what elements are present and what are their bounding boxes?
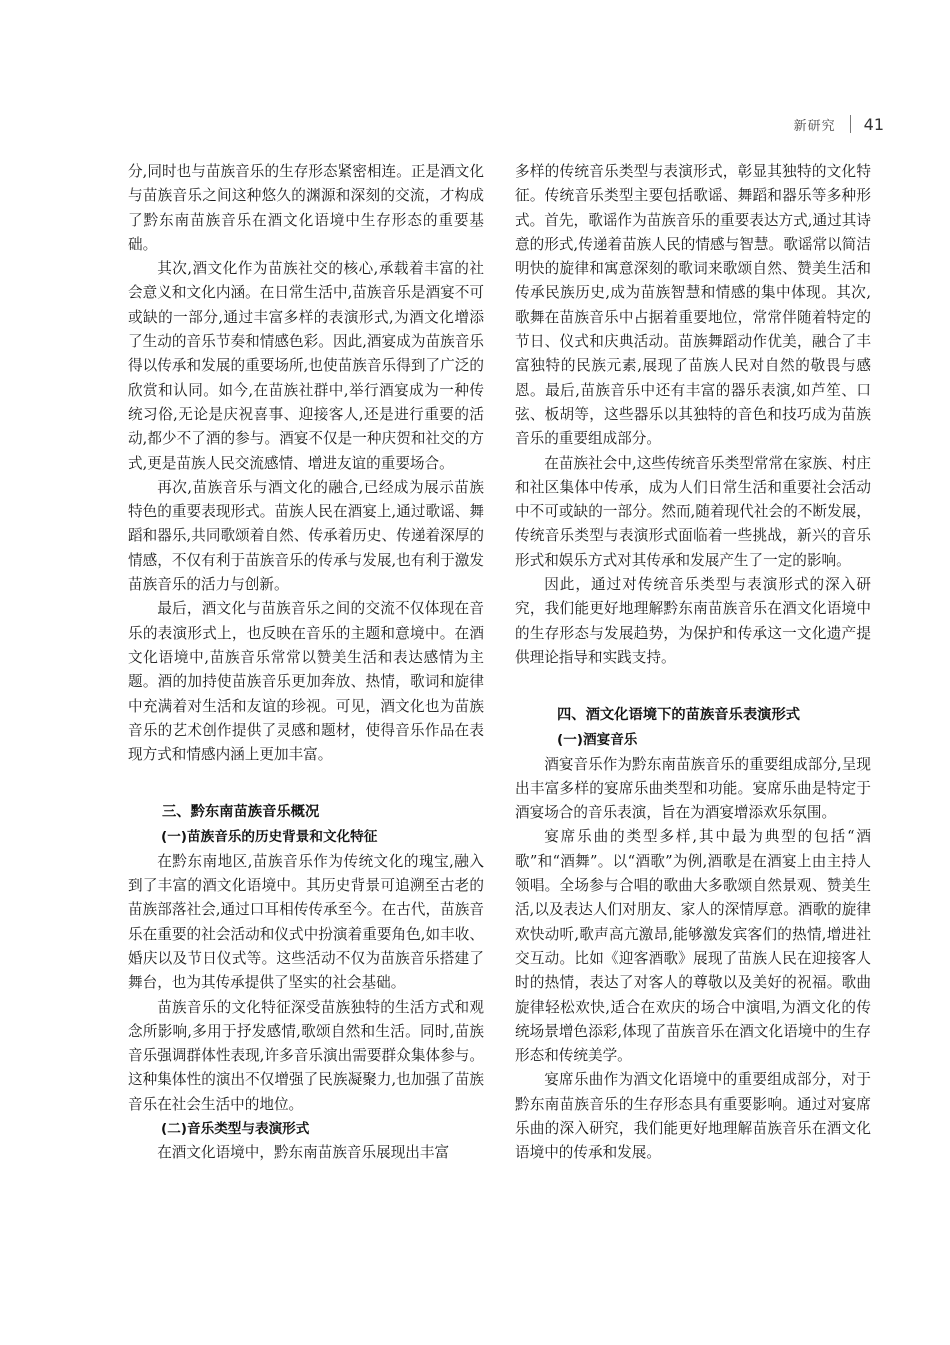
paragraph: 在黔东南地区,苗族音乐作为传统文化的瑰宝,融入到了丰富的酒文化语境中。其历史背景可追溯至古老的苗族部落社会,通过口耳相传传承至今。在古代，苗族音乐在重要的社会活动和仪式中扮演着重要角色,如丰收、婚庆以及节日仪式等。这些活动不仅为苗族音乐搭建了舞台，也为其传承提供了坚实的社会基础。: [128, 852, 484, 992]
section-heading: 三、黔东南苗族音乐概况: [162, 804, 320, 821]
paragraph: 在苗族社会中,这些传统音乐类型常常在家族、村庄和社区集体中传承，成为人们日常生活和重要社会活动中不可或缺的一部分。然而,随着现代社会的不断发展，传统音乐类型与表演形式面临着一些挑战，新兴的音乐形式和娱乐方式对其传承和发展产生了一定的影响。: [515, 454, 871, 569]
paragraph: 再次,苗族音乐与酒文化的融合,已经成为展示苗族特色的重要表现形式。苗族人民在酒宴上,通过歌谣、舞蹈和器乐,共同歌颂着自然、传承着历史、传递着深厚的情感，不仅有利于苗族音乐的传承与发展,也有利于激发苗族音乐的活力与创新。: [128, 478, 484, 594]
header-divider: [850, 115, 851, 133]
subsection-heading: (一)苗族音乐的历史背景和文化特征: [161, 829, 378, 846]
paragraph: 多样的传统音乐类型与表演形式，彰显其独特的文化特征。传统音乐类型主要包括歌谣、舞蹈和器乐等多种形式。首先，歌谣作为苗族音乐的重要表达方式,通过其诗意的形式,传递着苗族人民的情感与智慧。歌谣常以简洁明快的旋律和寓意深刻的歌词来歌颂自然、赞美生活和传承民族历史,成为苗族智慧和情感的集中体现。其次,歌舞在苗族音乐中占据着重要地位，常常伴随着特定的节日、仪式和庆典活动。苗族舞蹈动作优美，融合了丰富独特的民族元素,展现了苗族人民对自然的敬畏与感恩。最后,苗族音乐中还有丰富的器乐表演,如芦笙、口弦、板胡等，这些器乐以其独特的音色和技巧成为苗族音乐的重要组成部分。: [515, 163, 871, 448]
subsection-heading: (一)酒宴音乐: [557, 732, 638, 749]
paragraph: 在酒文化语境中，黔东南苗族音乐展现出丰富: [157, 1144, 450, 1162]
right-column: [515, 160, 871, 1166]
paragraph: 苗族音乐的文化特征深受苗族独特的生活方式和观念所影响,多用于抒发感情,歌颂自然和生活。同时,苗族音乐强调群体性表现,许多音乐演出需要群众集体参与。这种集体性的演出不仅增强了民族凝聚力,也加强了苗族音乐在社会生活中的地位。: [128, 998, 484, 1113]
paragraph: 因此，通过对传统音乐类型与表演形式的深入研究，我们能更好地理解黔东南苗族音乐在酒文化语境中的生存形态与发展趋势，为保护和传承这一文化遗产提供理论指导和实践支持。: [515, 576, 871, 666]
paragraph: 宴席乐曲作为酒文化语境中的重要组成部分，对于黔东南苗族音乐的生存形态具有重要影响。通过对宴席乐曲的深入研究，我们能更好地理解苗族音乐在酒文化语境中的传承和发展。: [515, 1071, 871, 1162]
paragraph: 酒宴音乐作为黔东南苗族音乐的重要组成部分,呈现出丰富多样的宴席乐曲类型和功能。宴席乐曲是特定于酒宴场合的音乐表演，旨在为酒宴增添欢乐氛围。: [515, 755, 871, 822]
paragraph: 宴席乐曲的类型多样,其中最为典型的包括“酒歌”和“酒舞”。以“酒歌”为例,酒歌是在酒宴上由主持人领唱。全场参与合唱的歌曲大多歌颂自然景观、赞美生活,以及表达人们对朋友、家人的深情厚意。酒歌的旋律欢快动听,歌声高亢激昂,能够激发宾客们的热情,增进社交互动。比如《迎客酒歌》展现了苗族人民在迎接客人时的热情，表达了对客人的尊敬以及美好的祝福。歌曲旋律轻松欢快,适合在欢庆的场合中演唱,为酒文化的传统场景增色添彩,体现了苗族音乐在酒文化语境中的生存形态和传统美学。: [515, 828, 871, 1065]
paragraph: 最后，酒文化与苗族音乐之间的交流不仅体现在音乐的表演形式上，也反映在音乐的主题和意境中。在酒文化语境中,苗族音乐常常以赞美生活和表达感情为主题。酒的加持使苗族音乐更加奔放、热情，歌词和旋律中充满着对生活和友谊的珍视。可见，酒文化也为苗族音乐的艺术创作提供了灵感和题材，使得音乐作品在表现方式和情感内涵上更加丰富。: [128, 600, 484, 764]
running-header: [794, 113, 884, 135]
section-heading: 四、酒文化语境下的苗族音乐表演形式: [557, 707, 801, 724]
page-number: 41: [863, 114, 884, 134]
subsection-heading: (二)音乐类型与表演形式: [161, 1120, 310, 1137]
paragraph: 其次,酒文化作为苗族社交的核心,承载着丰富的社会意义和文化内涵。在日常生活中,苗族音乐是酒宴不可或缺的一部分,通过丰富多样的表演形式,为酒文化增添了生动的音乐节奏和情感色彩。因此,酒宴成为苗族音乐得以传承和发展的重要场所,也使苗族音乐得到了广泛的欣赏和认同。如今,在苗族社群中,举行酒宴成为一种传统习俗,无论是庆祝喜事、迎接客人,还是进行重要的活动,都少不了酒的参与。酒宴不仅是一种庆贺和社交的方式,更是苗族人民交流感情、增进友谊的重要场合。: [128, 260, 484, 472]
paragraph: 分,同时也与苗族音乐的生存形态紧密相连。正是酒文化与苗族音乐之间这种悠久的渊源和深刻的交流，才构成了黔东南苗族音乐在酒文化语境中生存形态的重要基础。: [128, 163, 484, 253]
journal-section-label: 新研究: [793, 118, 836, 134]
left-column: [128, 160, 484, 1166]
